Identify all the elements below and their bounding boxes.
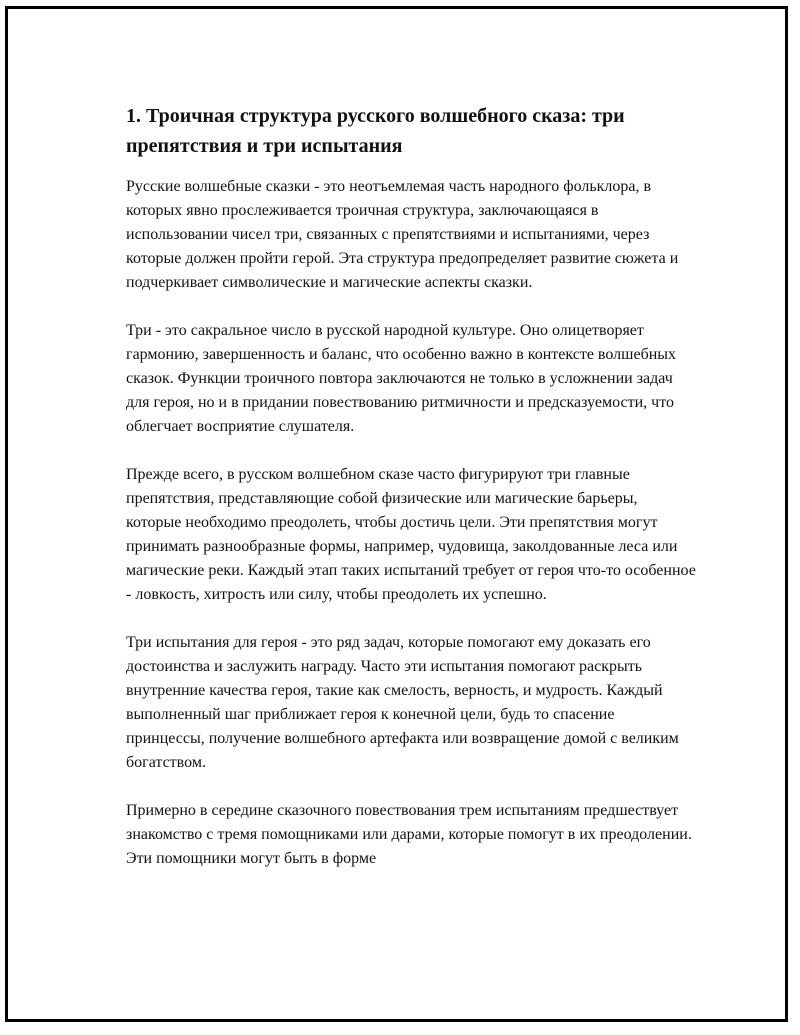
paragraph-4: Три испытания для героя - это ряд задач, которые помогают ему доказать его достоинства и заслужить награду. Часто эти испытания помогают раскрыть внутренние качества героя, такие как смелость, верность, и мудрость. Каждый выполненный шаг приближает героя к конечной цели, будь то спасение принцессы, получение волшебного артефакта или возвращение домой с великим богатством. (126, 634, 679, 771)
paragraph-2: Три - это сакральное число в русской народной культуре. Оно олицетворяет гармонию, завершенность и баланс, что особенно важно в контексте волшебных сказок. Функции троичного повтора заключаются не только в усложнении задач для героя, но и в придании повествованию ритмичности и предсказуемости, что облегчает восприятие слушателя. (126, 322, 677, 435)
paragraph-1: Русские волшебные сказки - это неотъемлемая часть народного фольклора, в которых явно прослеживается троичная структура, заключающаяся в использовании чисел три, связанных с препятствиями и испытаниями, через которые должен пройти герой. Эта структура предопределяет развитие сюжета и подчеркивает символические и магические аспекты сказки. (126, 178, 679, 291)
paragraph-5: Примерно в середине сказочного повествования трем испытаниям предшествует знакомство с тремя помощниками или дарами, которые помогут в их преодолении. Эти помощники могут быть в форме (126, 802, 692, 867)
paragraph-3: Прежде всего, в русском волшебном сказе часто фигурируют три главные препятствия, представляющие собой физические или магические барьеры, которые необходимо преодолеть, чтобы достичь цели. Эти препятствия могут принимать разнообразные формы, например, чудовища, заколдованные леса или магические реки. Каждый этап таких испытаний требует от героя что-то особенное - ловкость, хитрость или силу, чтобы преодолеть их успешно. (126, 466, 696, 603)
document-body (126, 101, 696, 895)
page-frame (5, 6, 788, 1022)
section-heading: 1. Троичная структура русского волшебного сказа: три препятствия и три испытания (126, 105, 625, 157)
